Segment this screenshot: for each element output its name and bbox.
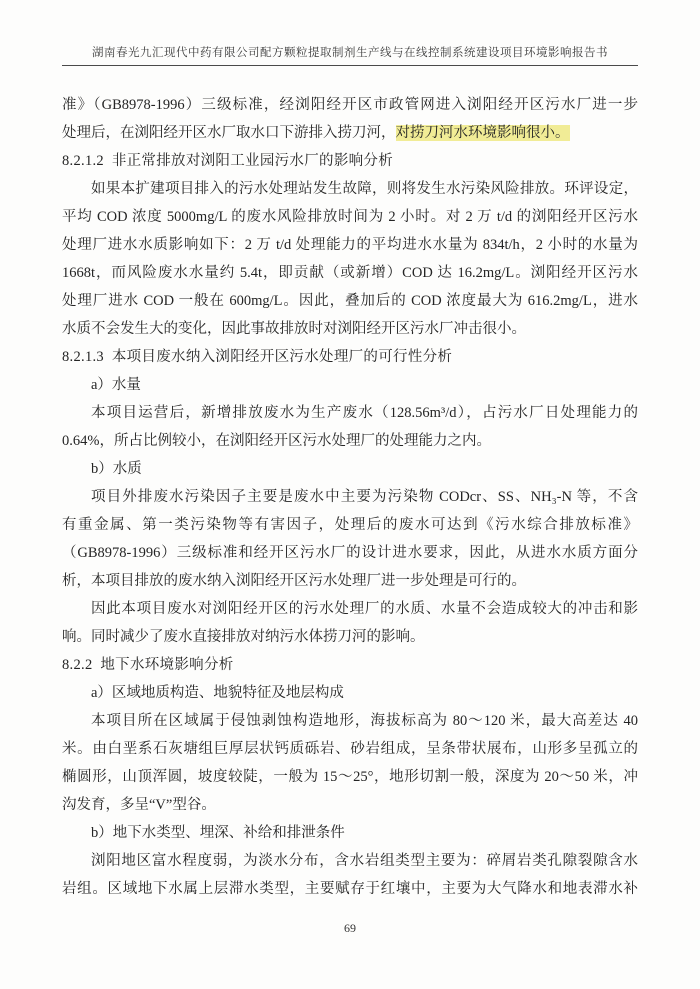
document-line: （GB8978-1996）三级标准和经开区污水厂的设计进水要求，因此，从进水水质方面分: [62, 545, 638, 561]
section-heading: 8.2.1.3 本项目废水纳入浏阳经开区污水处理厂的可行性分析: [62, 349, 453, 365]
document-line: 有重金属、第一类污染物等有害因子，处理后的废水可达到《污水综合排放标准》: [62, 517, 638, 533]
document-line: 1668t，而风险废水水量约 5.4t，即贡献（或新增）COD 达 16.2mg/L。浏阳经开区污水: [62, 265, 638, 281]
document-line: [62, 119, 638, 147]
document-line: 处理厂进水水质影响如下：2 万 t/d 处理能力的平均进水水量为 834t/h，2 小时的水量为: [62, 237, 638, 253]
document-body: [62, 91, 638, 903]
document-line: 米。由白垩系石灰塘组巨厚层状钙质砾岩、砂岩组成，呈条带状展布，山形多呈孤立的: [62, 741, 638, 757]
document-line: 沟发育，多呈“V”型谷。: [62, 797, 216, 813]
document-line: 岩组。区域地下水属上层滞水类型，主要赋存于红壤中，主要为大气降水和地表滞水补: [62, 881, 638, 897]
document-line: 0.64%，所占比例较小，在浏阳经开区污水处理厂的处理能力之内。: [62, 433, 491, 449]
document-line: 如果本扩建项目排入的污水处理站发生故障，则将发生水污染风险排放。环评设定，: [91, 181, 638, 197]
document-line: b）水质: [91, 461, 142, 477]
document-line: 项目外排废水污染因子主要是废水中主要为污染物 CODcr、SS、NH₃-N 等，不含: [91, 489, 638, 505]
document-line: 本项目运营后，新增排放废水为生产废水（128.56m³/d），占污水厂日处理能力的: [91, 405, 638, 421]
document-line: 水质不会发生大的变化，因此事故排放时对浏阳经开区污水厂冲击很小。: [62, 321, 526, 337]
document-line: 本项目所在区域属于侵蚀剥蚀构造地形，海拔标高为 80～120 米，最大高差达 40: [91, 713, 638, 729]
page-header: [62, 44, 638, 66]
document-line: 平均 COD 浓度 5000mg/L 的废水风险排放时间为 2 小时。对 2 万 t/d 的浏阳经开区污水: [62, 209, 638, 225]
document-line: a）区域地质构造、地貌特征及地层构成: [91, 685, 344, 701]
section-heading: 8.2.2 地下水环境影响分析: [62, 657, 234, 673]
document-line: 因此本项目废水对浏阳经开区的污水处理厂的水质、水量不会造成较大的冲击和影: [91, 601, 638, 617]
section-heading: 8.2.1.2 非正常排放对浏阳工业园污水厂的影响分析: [62, 153, 394, 169]
text-segment: 处理后，在浏阳经开区水厂取水口下游排入捞刀河，: [62, 125, 396, 141]
document-line: 椭圆形，山顶浑圆，坡度较陡，一般为 15～25°，地形切割一般，深度为 20～50 米，冲: [62, 769, 638, 785]
document-line: 析，本项目排放的废水纳入浏阳经开区污水处理厂进一步处理是可行的。: [62, 573, 526, 589]
document-line: 浏阳地区富水程度弱，为淡水分布，含水岩组类型主要为：碎屑岩类孔隙裂隙含水: [91, 853, 638, 869]
document-line: b）地下水类型、埋深、补给和排泄条件: [91, 825, 345, 841]
highlighted-text: 对捞刀河水环境影响很小。: [395, 125, 570, 141]
page-number: 69: [344, 921, 356, 935]
document-line: 响。同时减少了废水直接排放对纳污水体捞刀河的影响。: [62, 629, 425, 645]
header-rule: [62, 65, 638, 66]
report-title: 湖南春光九汇现代中药有限公司配方颗粒提取制剂生产线与在线控制系统建设项目环境影响报告书: [92, 47, 608, 59]
document-line: 处理厂进水 COD 一般在 600mg/L。因此，叠加后的 COD 浓度最大为 616.2mg/L，进水: [62, 293, 638, 309]
document-line: a）水量: [91, 377, 141, 393]
page-footer: [0, 921, 700, 936]
document-line: 准》（GB8978-1996）三级标准，经浏阳经开区市政管网进入浏阳经开区污水厂进一步: [62, 97, 638, 113]
